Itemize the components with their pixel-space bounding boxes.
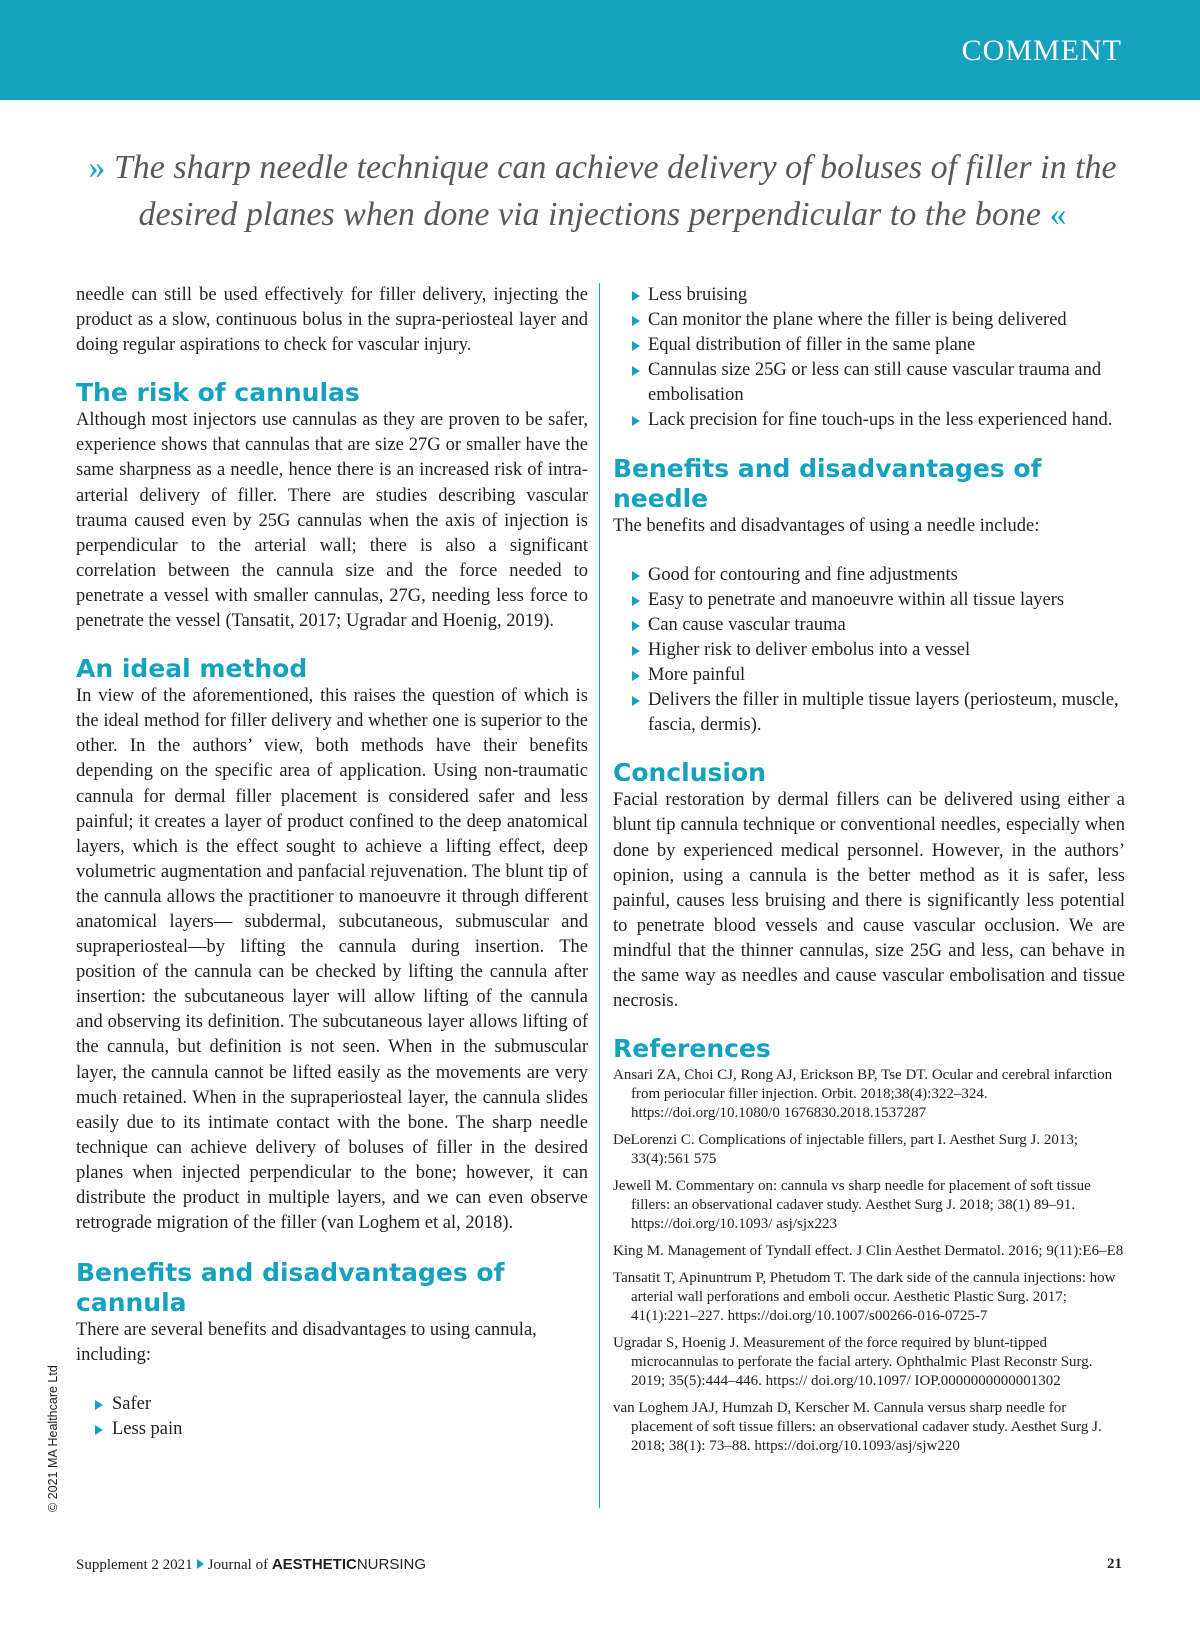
list-item: Can cause vascular trauma bbox=[613, 613, 1125, 638]
copyright-notice: © 2021 MA Healthcare Ltd bbox=[46, 1365, 60, 1512]
list-item: Less bruising bbox=[613, 283, 1125, 308]
section-label: COMMENT bbox=[961, 34, 1122, 67]
intro-paragraph: needle can still be used effectively for filler delivery, injecting the product as a slow, continuous bolus in the supra-periosteal layer and doing regular aspirations to check for vascular injury. bbox=[76, 285, 588, 356]
needle-list bbox=[613, 563, 1125, 739]
reference-item: King M. Management of Tyndall effect. J Clin Aesthet Dermatol. 2016; 9(11):E6–E8 bbox=[613, 1243, 1124, 1260]
footer-journal-strong: AESTHETIC bbox=[271, 1556, 357, 1573]
references-heading: References bbox=[613, 1034, 771, 1064]
cannula-list bbox=[76, 1392, 588, 1442]
reference-item: Ugradar S, Hoenig J. Measurement of the force required by blunt-tipped microcannulas to perforate the facial artery. Ophthalmic Plast Reconstr Surg. 2019; 35(5):444–446. https:// doi.org/10.1097/ IOP.0000000000001302 bbox=[613, 1335, 1093, 1390]
list-item: Lack precision for fine touch-ups in the less experienced hand. bbox=[613, 408, 1125, 433]
risk-heading: The risk of cannulas bbox=[76, 378, 360, 408]
list-item: Higher risk to deliver embolus into a vessel bbox=[613, 638, 1125, 663]
cannula-list-continued bbox=[613, 283, 1125, 434]
quote-close-mark: « bbox=[1049, 196, 1067, 233]
right-column bbox=[613, 283, 1125, 1464]
reference-item: Jewell M. Commentary on: cannula vs sharp needle for placement of soft tissue fillers: an observational cadaver study. Aesthet Surg J. 2018; 38(1) 89–91. https://doi.org/10.1093/ asj/sjx223 bbox=[613, 1178, 1091, 1233]
reference-item: Ansari ZA, Choi CJ, Rong AJ, Erickson BP, Tse DT. Ocular and cerebral infarction from periocular filler injection. Orbit. 2018;38(4):322–324. https://doi.org/10.1080/0 1676830.2018.1537287 bbox=[613, 1067, 1113, 1122]
pull-quote bbox=[70, 144, 1135, 238]
reference-item: Tansatit T, Apinuntrum P, Phetudom T. The dark side of the cannula injections: how arterial wall perforations and emboli occur. Aesthetic Plastic Surg. 2017; 41(1):221–227. https://doi.org/10.1007/s00266-016-0725-7 bbox=[613, 1270, 1116, 1325]
risk-paragraph: Although most injectors use cannulas as they are proven to be safer, experience shows that cannulas that are size 27G or smaller have the same sharpness as a needle, hence there is an increased risk of intra-arterial delivery of filler. There are studies describing vascular trauma caused even by 25G cannulas when the axis of injection is perpendicular to the arterial wall; there is also a significant correlation between the cannula size and the force needed to penetrate a vessel with smaller cannulas, 27G, needing less force to penetrate the vessel (Tansatit, 2017; Ugradar and Hoenig, 2019). bbox=[76, 410, 588, 632]
list-item: Less pain bbox=[76, 1417, 588, 1442]
list-item: More painful bbox=[613, 663, 1125, 688]
column-divider bbox=[599, 283, 600, 1508]
list-item: Good for contouring and fine adjustments bbox=[613, 563, 1125, 588]
left-column bbox=[76, 283, 588, 1443]
references-list bbox=[613, 1066, 1125, 1456]
page-number: 21 bbox=[1107, 1556, 1122, 1572]
cannula-heading: Benefits and disadvantages of cannula bbox=[76, 1258, 505, 1318]
list-item: Delivers the filler in multiple tissue layers (periosteum, muscle, fascia, dermis). bbox=[613, 688, 1125, 738]
cannula-intro: There are several benefits and disadvantages to using cannula, including: bbox=[76, 1320, 537, 1366]
list-item: Can monitor the plane where the filler is being delivered bbox=[613, 308, 1125, 333]
conclusion-heading: Conclusion bbox=[613, 758, 766, 788]
reference-item: van Loghem JAJ, Humzah D, Kerscher M. Cannula versus sharp needle for placement of soft tissue fillers: an observational cadaver study. Aesthet Surg J. 2018; 38(1): 73–88. https://doi.org/10.1093/asj/sjw220 bbox=[613, 1400, 1102, 1455]
header-banner bbox=[0, 0, 1200, 100]
footer-arrow-icon bbox=[197, 1559, 204, 1569]
needle-intro: The benefits and disadvantages of using a needle include: bbox=[613, 515, 1040, 536]
reference-item: DeLorenzi C. Complications of injectable fillers, part I. Aesthet Surg J. 2013; 33(4):561 575 bbox=[613, 1132, 1079, 1168]
ideal-method-heading: An ideal method bbox=[76, 654, 308, 684]
ideal-method-paragraph: In view of the aforementioned, this raises the question of which is the ideal method for filler delivery and whether one is superior to the other. In the authors’ view, both methods have their benefits depending on the specific area of application. Using non-traumatic cannula for dermal filler placement is considered safer and less painful; it creates a layer of product confined to the deep anatomical layers, which is the effect sought to achieve a lifting effect, deep volumetric augmentation and panfacial rejuvenation. The blunt tip of the cannula allows the practitioner to manoeuvre it through different anatomical layers— subdermal, subcutaneous, submuscular and supraperiosteal—by lifting the cannula during insertion. The position of the cannula can be checked by lifting the cannula after insertion: the subcutaneous layer will allow lifting of the cannula and observing its definition. The subcutaneous layer allows lifting of the cannula, but definition is not seen. When in the submuscular layer, the cannula cannot be lifted easily as the movements are very much retained. When in the supraperiosteal layer, the cannula slides easily due to its intimate contact with the bone. The sharp needle technique can achieve delivery of boluses of filler in the desired planes when injected perpendicular to the bone; however, it can distribute the product in multiple layers, and we can even observe retrograde migration of the filler (van Loghem et al, 2018). bbox=[76, 686, 588, 1234]
list-item: Cannulas size 25G or less can still cause vascular trauma and embolisation bbox=[613, 358, 1125, 408]
conclusion-paragraph: Facial restoration by dermal fillers can be delivered using either a blunt tip cannula technique or conventional needles, especially when done by experienced medical personnel. However, in the authors’ opinion, using a cannula is the better method as it is safer, less painful, causes less bruising and there is significantly less potential to penetrate blood vessels and cause vascular occlusion. We are mindful that the thinner cannulas, size 25G and less, can behave in the same way as needles and cause vascular embolisation and tissue necrosis. bbox=[613, 790, 1125, 1012]
quote-open-mark: » bbox=[88, 149, 106, 186]
list-item: Easy to penetrate and manoeuvre within all tissue layers bbox=[613, 588, 1125, 613]
pull-quote-text: The sharp needle technique can achieve delivery of boluses of filler in the desired planes when done via injections perpendicular to the bone bbox=[113, 149, 1117, 233]
footer-journal-suffix: NURSING bbox=[356, 1556, 427, 1573]
list-item: Equal distribution of filler in the same plane bbox=[613, 333, 1125, 358]
needle-heading: Benefits and disadvantages of needle bbox=[613, 453, 1042, 513]
footer-journal-prefix: Journal of bbox=[207, 1557, 269, 1573]
footer-supplement: Supplement 2 2021 bbox=[76, 1557, 193, 1573]
footer bbox=[76, 1556, 426, 1574]
list-item: Safer bbox=[76, 1392, 588, 1417]
